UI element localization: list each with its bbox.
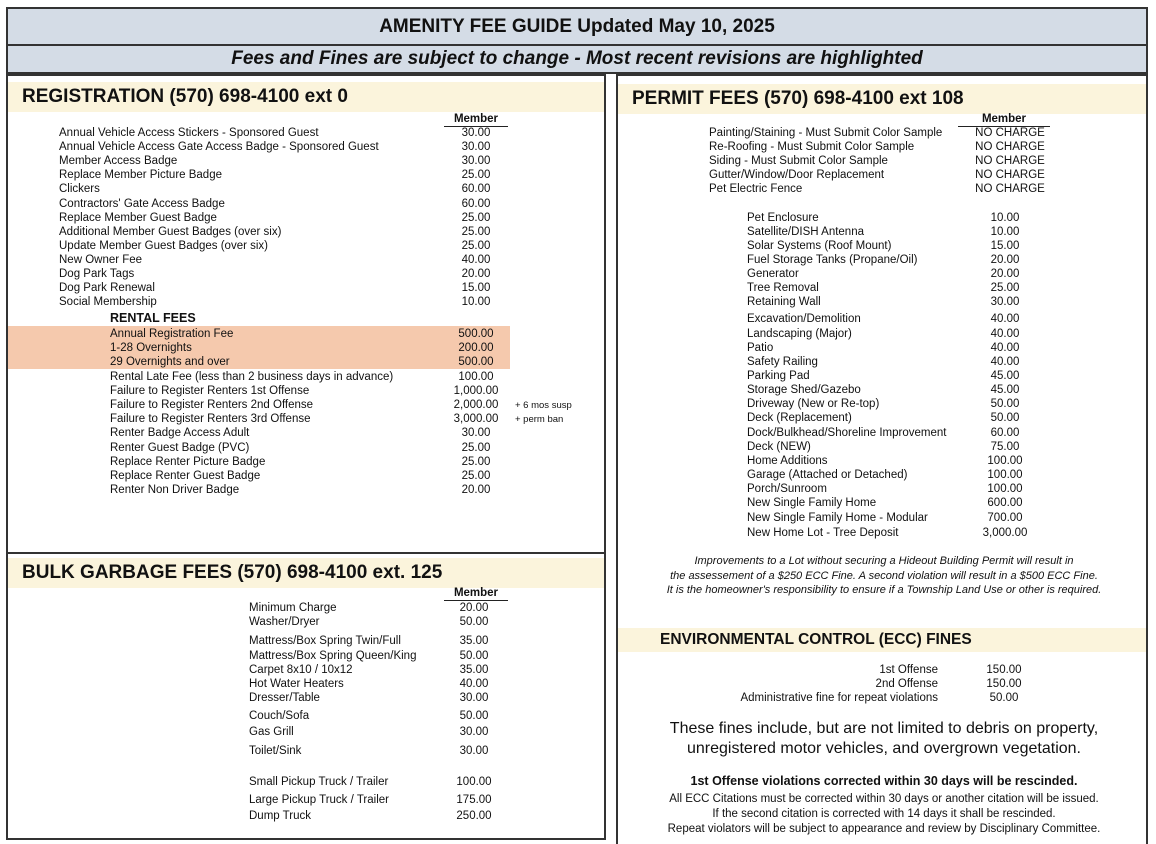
row-label: New Home Lot - Tree Deposit	[747, 527, 899, 539]
row-label: Minimum Charge	[249, 602, 337, 614]
row-value: 20.00	[461, 268, 491, 280]
row-value: 500.00	[458, 328, 494, 340]
table-row	[110, 327, 600, 341]
row-value: 40.00	[459, 678, 489, 690]
table-row	[747, 312, 1137, 326]
ecc-row-value: 150.00	[986, 664, 1022, 676]
row-value: 30.00	[461, 427, 491, 440]
table-row	[747, 225, 1137, 239]
row-value: NO CHARGE	[975, 169, 1045, 182]
ecc-notice-line: If the second citation is corrected with 14 days it shall be rescinded.	[712, 808, 1056, 820]
row-value: 25.00	[461, 225, 491, 238]
row-value: 25.00	[461, 455, 491, 468]
row-label: Annual Vehicle Access Stickers - Sponsored Guest	[59, 127, 319, 139]
row-value: 25.00	[461, 441, 491, 454]
row-label: Washer/Dryer	[249, 616, 320, 628]
row-value: 45.00	[990, 384, 1020, 396]
row-value: NO CHARGE	[975, 127, 1045, 139]
row-label: Parking Pad	[747, 370, 810, 382]
row-label: Dog Park Renewal	[59, 282, 155, 295]
row-label: Replace Member Guest Badge	[59, 211, 217, 224]
row-label: Garage (Attached or Detached)	[747, 469, 908, 481]
table-row	[59, 281, 559, 295]
row-value: 700.00	[987, 512, 1023, 524]
row-label: Patio	[747, 342, 774, 354]
row-label: Renter Badge Access Adult	[110, 427, 250, 440]
table-row	[709, 154, 1139, 168]
row-value: 60.00	[990, 427, 1020, 439]
table-row	[249, 744, 599, 758]
table-row	[709, 182, 1139, 196]
row-value: 3,000.00	[453, 413, 499, 426]
table-row	[110, 441, 600, 455]
table-row	[747, 511, 1137, 525]
row-label: Renter Non Driver Badge	[110, 484, 240, 497]
table-row	[747, 341, 1137, 355]
row-value: 45.00	[990, 370, 1020, 382]
row-value: 50.00	[459, 650, 489, 662]
row-label: Mattress/Box Spring Queen/King	[249, 650, 417, 662]
row-label: New Single Family Home	[747, 497, 877, 509]
table-row	[747, 267, 1137, 281]
table-row	[59, 126, 559, 140]
row-value: 75.00	[990, 441, 1020, 453]
table-row	[110, 370, 600, 384]
table-row	[110, 398, 600, 412]
row-value: 15.00	[990, 240, 1020, 252]
table-row	[110, 341, 600, 355]
row-value: 175.00	[456, 794, 492, 806]
table-row	[249, 615, 599, 629]
table-row	[110, 426, 600, 440]
row-value: 25.00	[990, 282, 1020, 294]
table-row	[747, 397, 1137, 411]
row-label: Failure to Register Renters 1st Offense	[110, 384, 310, 397]
row-note: + perm ban	[515, 414, 564, 426]
table-row	[747, 526, 1137, 540]
row-label: Gutter/Window/Door Replacement	[709, 169, 885, 182]
table-row	[747, 281, 1137, 295]
row-value: 50.00	[459, 710, 489, 722]
table-row	[110, 412, 600, 426]
row-value: 10.00	[990, 226, 1020, 238]
row-label: Failure to Register Renters 2nd Offense	[110, 399, 314, 411]
row-label: Storage Shed/Gazebo	[747, 384, 861, 396]
table-row	[110, 355, 600, 369]
table-row	[249, 775, 599, 789]
row-label: Fuel Storage Tanks (Propane/Oil)	[747, 254, 918, 266]
row-value: 200.00	[458, 342, 494, 355]
table-row	[747, 440, 1137, 454]
row-label: Renter Guest Badge (PVC)	[110, 441, 250, 454]
table-row	[747, 454, 1137, 468]
row-label: Replace Renter Guest Badge	[110, 470, 261, 482]
row-value: 30.00	[459, 726, 489, 738]
table-row	[59, 211, 559, 225]
ecc-description-line: unregistered motor vehicles, and overgrown vegetation.	[687, 740, 1081, 757]
row-label: Dump Truck	[249, 810, 311, 822]
table-row	[110, 483, 600, 497]
row-label: Home Additions	[747, 455, 828, 467]
row-label: Failure to Register Renters 3rd Offense	[110, 413, 311, 426]
row-value: 30.00	[461, 141, 491, 154]
rental-fees-heading: RENTAL FEES	[110, 311, 196, 325]
registration-member-header: Member	[444, 113, 508, 127]
ecc-row-label: 1st Offense	[879, 664, 938, 676]
row-value: 25.00	[461, 239, 491, 252]
row-label: Large Pickup Truck / Trailer	[249, 794, 389, 806]
row-label: Solar Systems (Roof Mount)	[747, 240, 892, 252]
row-value: 50.00	[990, 412, 1020, 424]
row-label: Toilet/Sink	[249, 745, 302, 757]
row-value: 25.00	[461, 470, 491, 482]
row-value: 20.00	[990, 268, 1020, 280]
table-row	[59, 182, 559, 196]
table-row	[747, 355, 1137, 369]
ecc-notice-line: All ECC Citations must be corrected within 30 days or another citation will be issued.	[669, 793, 1099, 805]
row-label: Pet Enclosure	[747, 212, 819, 224]
table-row	[59, 295, 559, 309]
row-label: Landscaping (Major)	[747, 328, 852, 340]
permit-heading: PERMIT FEES (570) 698-4100 ext 108	[618, 84, 1146, 114]
table-row	[249, 649, 599, 663]
row-value: 50.00	[459, 616, 489, 628]
row-value: NO CHARGE	[975, 141, 1045, 154]
row-label: Generator	[747, 268, 799, 280]
row-label: 1-28 Overnights	[110, 342, 192, 355]
row-label: Deck (Replacement)	[747, 412, 852, 424]
table-row	[249, 634, 599, 648]
row-label: Dresser/Table	[249, 692, 320, 704]
row-value: 15.00	[461, 282, 491, 295]
row-label: New Owner Fee	[59, 253, 143, 266]
table-row	[747, 426, 1137, 440]
table-row	[747, 411, 1137, 425]
row-value: 20.00	[459, 602, 489, 614]
table-row	[59, 168, 559, 182]
row-label: Siding - Must Submit Color Sample	[709, 155, 888, 168]
table-row	[709, 140, 1139, 154]
table-row	[709, 126, 1139, 140]
table-row	[249, 809, 599, 823]
row-value: 30.00	[990, 296, 1020, 308]
row-label: Satellite/DISH Antenna	[747, 226, 864, 238]
row-value: 250.00	[456, 810, 492, 822]
table-row	[249, 663, 599, 677]
row-value: 25.00	[461, 211, 491, 224]
page-title: AMENITY FEE GUIDE Updated May 10, 2025	[6, 7, 1148, 46]
row-label: Annual Vehicle Access Gate Access Badge - Sponsored Guest	[59, 141, 379, 154]
registration-heading: REGISTRATION (570) 698-4100 ext 0	[8, 82, 604, 112]
row-label: Additional Member Guest Badges (over six)	[59, 225, 282, 238]
row-value: 40.00	[990, 356, 1020, 368]
row-label: Dog Park Tags	[59, 268, 135, 280]
table-row	[59, 253, 559, 267]
table-row	[59, 140, 559, 154]
row-label: Gas Grill	[249, 726, 294, 738]
row-label: Member Access Badge	[59, 155, 178, 168]
row-value: 100.00	[456, 776, 492, 788]
row-label: Small Pickup Truck / Trailer	[249, 776, 389, 788]
table-row	[59, 225, 559, 239]
row-label: Couch/Sofa	[249, 710, 310, 722]
row-label: Replace Member Picture Badge	[59, 169, 222, 182]
row-value: 3,000.00	[982, 527, 1028, 539]
row-value: 40.00	[461, 253, 491, 266]
bulk-garbage-heading: BULK GARBAGE FEES (570) 698-4100 ext. 125	[8, 558, 604, 588]
row-label: Carpet 8x10 / 10x12	[249, 664, 353, 676]
table-row	[110, 455, 600, 469]
row-value: 100.00	[458, 370, 494, 383]
permit-panel	[616, 74, 1148, 844]
row-label: Rental Late Fee (less than 2 business days in advance)	[110, 370, 394, 383]
row-value: 100.00	[987, 469, 1023, 481]
notice-line: It is the homeowner's responsibility to ensure if a Township Land Use or other is required.	[666, 584, 1102, 596]
table-row	[249, 691, 599, 705]
row-value: 500.00	[458, 356, 494, 369]
table-row	[709, 168, 1139, 182]
table-row	[249, 677, 599, 691]
table-row	[747, 327, 1137, 341]
row-label: Driveway (New or Re-top)	[747, 398, 880, 410]
ecc-description-line: These fines include, but are not limited to debris on property,	[669, 720, 1099, 737]
ecc-bold-notice: 1st Offense violations corrected within 30 days will be rescinded.	[690, 774, 1078, 788]
row-label: Re-Roofing - Must Submit Color Sample	[709, 141, 915, 154]
row-value: 100.00	[987, 455, 1023, 467]
bulk-garbage-panel	[6, 552, 606, 840]
row-value: 60.00	[461, 183, 491, 196]
page-subtitle: Fees and Fines are subject to change - Most recent revisions are highlighted	[6, 46, 1148, 74]
row-value: 2,000.00	[453, 399, 499, 411]
notice-line: Improvements to a Lot without securing a Hideout Building Permit will result in	[694, 555, 1074, 567]
row-value: 10.00	[461, 296, 491, 309]
row-label: Excavation/Demolition	[747, 313, 861, 325]
row-value: 100.00	[987, 483, 1023, 495]
row-label: Painting/Staining - Must Submit Color Sample	[709, 127, 943, 139]
row-label: Contractors' Gate Access Badge	[59, 197, 225, 210]
row-value: 20.00	[461, 484, 491, 497]
row-value: 10.00	[990, 212, 1020, 224]
row-label: Mattress/Box Spring Twin/Full	[249, 635, 401, 647]
row-label: Social Membership	[59, 296, 157, 309]
table-row	[110, 384, 600, 398]
table-row	[747, 482, 1137, 496]
ecc-notice-line: Repeat violators will be subject to appearance and review by Disciplinary Committee.	[667, 823, 1101, 835]
row-value: 30.00	[461, 155, 491, 168]
table-row	[249, 601, 599, 615]
row-label: Hot Water Heaters	[249, 678, 344, 690]
ecc-row-value: 150.00	[986, 678, 1022, 691]
row-value: 30.00	[459, 745, 489, 757]
row-value: 30.00	[459, 692, 489, 704]
table-row	[747, 253, 1137, 267]
table-row	[110, 469, 600, 483]
row-label: Deck (NEW)	[747, 441, 811, 453]
row-value: 35.00	[459, 664, 489, 676]
notice-line: the assessement of a $250 ECC Fine. A second violation will result in a $500 ECC Fine.	[670, 569, 1098, 582]
table-row	[747, 369, 1137, 383]
table-row	[747, 468, 1137, 482]
ecc-heading: ENVIRONMENTAL CONTROL (ECC) FINES	[618, 628, 1146, 652]
row-label: New Single Family Home - Modular	[747, 512, 928, 524]
row-value: 50.00	[990, 398, 1020, 410]
row-value: 600.00	[987, 497, 1023, 509]
row-label: Dock/Bulkhead/Shoreline Improvement	[747, 427, 947, 439]
table-row	[747, 383, 1137, 397]
table-row	[59, 239, 559, 253]
row-value: 35.00	[459, 635, 489, 647]
row-value: 20.00	[990, 254, 1020, 266]
row-label: Retaining Wall	[747, 296, 821, 308]
row-value: 40.00	[990, 342, 1020, 354]
registration-panel	[6, 74, 606, 554]
row-label: Pet Electric Fence	[709, 183, 803, 196]
row-label: Safety Railing	[747, 356, 818, 368]
row-label: Tree Removal	[747, 282, 819, 294]
row-label: Porch/Sunroom	[747, 483, 827, 495]
row-value: 25.00	[461, 169, 491, 182]
row-note: + 6 mos susp	[515, 400, 572, 411]
table-row	[747, 211, 1137, 225]
table-row	[747, 239, 1137, 253]
row-label: Replace Renter Picture Badge	[110, 455, 266, 468]
table-row	[249, 793, 599, 807]
row-value: 60.00	[461, 197, 491, 210]
row-value: 40.00	[990, 313, 1020, 325]
row-value: 1,000.00	[453, 384, 499, 397]
ecc-row-label: 2nd Offense	[875, 678, 938, 691]
ecc-row-value: 50.00	[989, 692, 1019, 705]
table-row	[747, 496, 1137, 510]
row-value: 40.00	[990, 328, 1020, 340]
table-row	[747, 295, 1137, 309]
row-value: 30.00	[461, 127, 491, 139]
table-row	[59, 267, 559, 281]
permit-member-header: Member	[958, 113, 1050, 127]
row-label: Annual Registration Fee	[110, 328, 234, 340]
table-row	[59, 197, 559, 211]
table-row	[249, 709, 599, 723]
row-label: Clickers	[59, 183, 100, 196]
bulk-member-header: Member	[444, 587, 508, 601]
table-row	[59, 154, 559, 168]
ecc-row-label: Administrative fine for repeat violations	[740, 692, 938, 705]
table-row	[249, 725, 599, 739]
row-value: NO CHARGE	[975, 183, 1045, 196]
row-label: Update Member Guest Badges (over six)	[59, 239, 269, 252]
row-label: 29 Overnights and over	[110, 356, 230, 369]
row-value: NO CHARGE	[975, 155, 1045, 168]
